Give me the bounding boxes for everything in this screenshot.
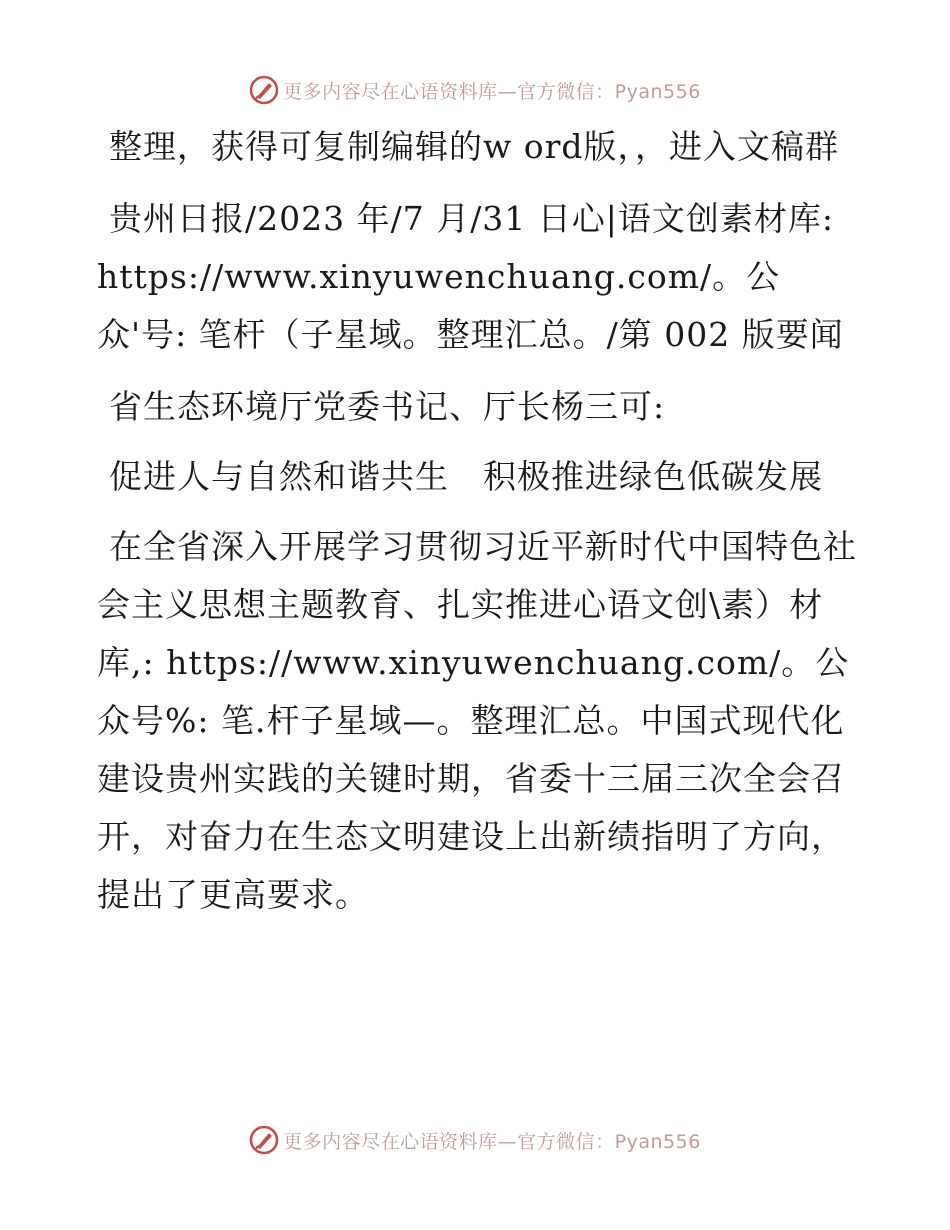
footer-watermark: [0, 1120, 950, 1160]
watermark-text: 更多内容尽在心语资料库—官方微信：Pyan556: [283, 80, 701, 103]
paragraph-body: 在全省深入开展学习贯彻习近平新时代中国特色社会主义思想主题教育、扎实推进心语文创\素）材库,: https://www.xinyuwenchuang.com/。公众号%: 笔.杆子星域—。整理汇总。中国式现代化建设贵州实践的关键时期，省委十三届三次全会召开，对奋力在生态文明建设上出新绩指明了方向，提出了更高要求。: [97, 527, 857, 914]
article-headline: 促进人与自然和谐共生 积极推进绿色低碳发展: [109, 457, 823, 496]
paragraph-author: 省生态环境厅党委书记、厅长杨三可:: [109, 387, 666, 426]
watermark-text: 更多内容尽在心语资料库—官方微信：Pyan556: [283, 1130, 701, 1153]
quill-pen-icon: [249, 75, 279, 105]
paragraph-source: 贵州日报/2023 年/7 月/31 日心|语文创素材库: https://www.xinyuwenchuang.com/。公众'号: 笔杆（子星域。整理汇总。/第 002 版要闻: [97, 199, 844, 354]
quill-pen-icon: [249, 1125, 279, 1155]
document-body: [97, 118, 857, 938]
paragraph-intro: 整理，获得可复制编辑的w ord版，，进入文稿群: [109, 127, 840, 166]
header-watermark: [0, 70, 950, 110]
